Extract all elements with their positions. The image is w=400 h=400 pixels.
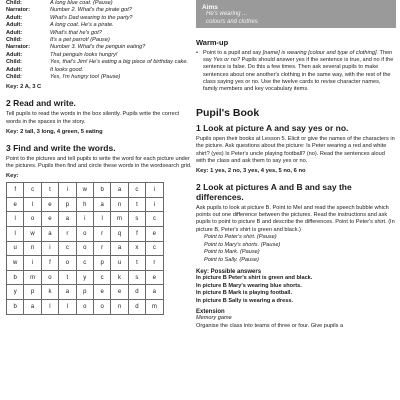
wordsearch-cell[interactable]: p [76,285,93,300]
wordsearch-cell[interactable]: r [59,227,76,242]
wordsearch-cell[interactable]: o [59,256,76,271]
key-listening: Key: 2 A, 3 C [6,84,42,91]
dialogue-line: It looks good. [50,66,84,73]
pb-point-item: Point to Mark. (Pause) [204,249,260,256]
wordsearch-cell[interactable]: i [146,183,163,198]
wordsearch-cell[interactable]: e [93,285,110,300]
dialogue-line: A long blue coat. (Pause) [50,0,113,6]
dialogue-speaker: Adult: [6,29,23,36]
wordsearch-cell[interactable]: c [128,183,145,198]
dialogue-speaker: Narrator: [6,44,30,51]
wordsearch-cell[interactable]: f [7,183,24,198]
wordsearch-cell[interactable]: a [111,183,128,198]
dialogue-line: Yes, I'm hungry too! (Pause) [50,74,121,81]
wordsearch-cell[interactable]: a [24,300,41,315]
wordsearch-cell[interactable]: t [59,270,76,285]
wordsearch-cell[interactable]: l [41,300,58,315]
dialogue-line: Number 3. What's the penguin eating? [50,44,146,51]
wordsearch-cell[interactable]: r [93,241,110,256]
wordsearch-cell[interactable]: p [93,256,110,271]
key-wordsearch: Key: [6,173,19,180]
dialogue-line: Yes, that's Jim! He's eating a big piece of birthday cake. [50,59,189,66]
section-find-write-title: 3 Find and write the words. [6,142,116,153]
aims-box [196,0,396,28]
warmup-text: Then say [203,50,393,64]
wordsearch-cell[interactable]: e [41,212,58,227]
pb-point-item: Point to Sally. (Pause) [204,257,259,264]
pb-answer-item: In picture B Mary's wearing blue shorts. [196,282,302,289]
pb-section1-body: Pupils open their books at Lesson 5. Elicit or give the names of the characters in the picture. Ask questions about the picture: Is Peter wearing a red and white shirt? (yes) Is Peter's uncle playing football? (no). Read the sentences aloud with the class and ask them to say yes or no. [196,136,395,164]
warmup-text: Point to a pupil and say [203,50,262,56]
wordsearch-cell[interactable]: l [7,227,24,242]
wordsearch-cell[interactable]: o [76,227,93,242]
section-read-write-title: 2 Read and write. [6,98,76,109]
wordsearch-cell[interactable]: b [93,183,110,198]
wordsearch-cell[interactable]: e [41,197,58,212]
wordsearch-cell[interactable]: m [111,212,128,227]
wordsearch-cell[interactable]: d [128,285,145,300]
wordsearch-cell[interactable]: a [41,227,58,242]
wordsearch-row [7,256,164,271]
wordsearch-row [7,270,164,285]
wordsearch-cell[interactable]: i [76,212,93,227]
pb-answer-item: In picture B Peter's shirt is green and black. [196,275,313,282]
section-read-write-body: Tell pupils to read the words in the box silently. Pupils write the correct words in the spaces in the story. [6,111,180,125]
wordsearch-cell[interactable]: n [24,241,41,256]
wordsearch-cell[interactable]: w [76,183,93,198]
wordsearch-cell[interactable]: q [111,227,128,242]
dialogue-speaker: Narrator: [6,7,30,14]
wordsearch-cell[interactable]: t [128,256,145,271]
wordsearch-cell[interactable]: b [7,300,24,315]
wordsearch-cell[interactable]: r [93,227,110,242]
wordsearch-cell[interactable]: m [146,300,163,315]
pb-point-item: Point to Peter's shirt. (Pause) [204,233,277,240]
wordsearch-cell[interactable]: t [128,197,145,212]
wordsearch-cell[interactable]: y [76,270,93,285]
aims-item: colours and clothes [206,18,258,25]
left-column [6,0,192,315]
warmup-bullet [196,50,396,93]
wordsearch-cell[interactable]: a [59,285,76,300]
wordsearch-cell[interactable]: s [128,270,145,285]
dialogue-line: Number 2. What's the pirate got? [50,7,132,14]
wordsearch-cell[interactable]: l [93,212,110,227]
warmup-text: [name] is wearing [colour and type of clothing]. [262,50,379,56]
dialogue-speaker: Child: [6,37,22,44]
dialogue-line: What's that he's got? [50,29,102,36]
wordsearch-cell[interactable]: i [59,183,76,198]
pb-answer-item: In picture B Mark is playing football. [196,290,293,297]
wordsearch-cell[interactable]: f [128,227,145,242]
wordsearch-cell[interactable]: w [7,256,24,271]
wordsearch-cell[interactable]: r [146,256,163,271]
wordsearch-row [7,241,164,256]
dialogue-speaker: Adult: [6,66,23,73]
wordsearch-cell[interactable]: u [7,241,24,256]
pb-answer-item: In picture B Sally is wearing a dress. [196,297,293,304]
wordsearch-cell[interactable]: c [24,183,41,198]
wordsearch-cell[interactable]: d [128,300,145,315]
wordsearch-cell[interactable]: f [41,256,58,271]
wordsearch-cell[interactable]: i [41,241,58,256]
warmup-title: Warm-up [196,38,229,47]
wordsearch-cell[interactable]: e [146,270,163,285]
wordsearch-cell[interactable]: t [41,183,58,198]
wordsearch-cell[interactable]: e [7,197,24,212]
pb-section1-key: Key: 1 yes, 2 no, 3 yes, 4 yes, 5 no, 6 no [196,168,306,175]
wordsearch-cell[interactable]: n [111,197,128,212]
dialogue-line: A long coat. He's a pirate. [50,22,114,29]
pb-answers-list [196,275,396,305]
wordsearch-cell[interactable]: c [93,270,110,285]
aims-item: He's wearing ... [206,11,248,17]
wordsearch-grid [6,182,164,314]
wordsearch-cell[interactable]: u [111,256,128,271]
wordsearch-row [7,285,164,300]
wordsearch-cell[interactable]: o [41,270,58,285]
wordsearch-cell[interactable]: a [111,241,128,256]
wordsearch-cell[interactable]: i [146,197,163,212]
dialogue-speaker: Child: [6,0,22,6]
wordsearch-row [7,212,164,227]
wordsearch-cell[interactable]: e [146,227,163,242]
warmup-text: Yes or no? [213,57,241,64]
pb-point-list [196,234,396,265]
wordsearch-cell[interactable]: p [24,285,41,300]
warmup-text: Pupils should answer yes if the sentence is true, and no if the sentence is false. Do this a few times. Then ask several pupils to make sentences about one another's clothing in the same way, with the rest of the class saying yes or no. Use the twelve cards to revise character names, family members and key vocabulary items. [203,57,394,93]
dialogue-speaker: Adult: [6,22,23,29]
extension-title: Extension [196,309,225,316]
wordsearch-cell[interactable]: a [93,197,110,212]
wordsearch-cell[interactable]: b [7,270,24,285]
wordsearch-cell[interactable]: n [111,300,128,315]
dialogue-line: What's Dad wearing to the party? [50,14,133,21]
wordsearch-cell[interactable]: l [24,197,41,212]
wordsearch-cell[interactable]: l [7,212,24,227]
wordsearch-cell[interactable]: y [7,285,24,300]
wordsearch-cell[interactable]: h [76,197,93,212]
wordsearch-cell[interactable]: a [59,212,76,227]
section-find-write-body: Point to the pictures and tell pupils to write the word for each picture under the pictures. Pupils then find and circle these words in the wordsearch grid. [6,155,192,170]
extension-body: Organise the class into teams of three or four. Give pupils a [196,322,344,329]
wordsearch-row [7,197,164,212]
wordsearch-cell[interactable]: o [93,300,110,315]
pb-answers-title: Key: Possible answers [196,269,262,276]
dialogue-line: It's a pet parrot! (Pause) [50,37,110,44]
pb-point-item: Point to Mary's shorts. (Pause) [204,241,281,248]
dialogue-speaker: Adult: [6,51,23,58]
extension-subtitle: Memory game [196,315,232,322]
wordsearch-cell[interactable]: e [111,285,128,300]
right-column [196,0,396,330]
wordsearch-row [7,227,164,242]
wordsearch-row [7,183,164,198]
pb-section2-body: Ask pupils to look at picture B. Point to Mel and read the speech bubble which points out one difference between the pictures. Read the instructions and ask pupils to point to picture B and describe the differences. Point to Peter's shirt. (In picture B, Peter's shirt is green and black.) [196,205,395,233]
pb-section1-title: 1 Look at picture A and say yes or no. [196,123,349,134]
wordsearch-cell[interactable]: w [24,227,41,242]
wordsearch-cell[interactable]: c [76,256,93,271]
wordsearch-cell[interactable]: m [24,270,41,285]
wordsearch-cell[interactable]: c [59,241,76,256]
wordsearch-cell[interactable]: a [146,285,163,300]
wordsearch-cell[interactable]: x [128,241,145,256]
wordsearch-cell[interactable]: l [59,300,76,315]
wordsearch-cell[interactable]: o [76,241,93,256]
wordsearch-cell[interactable]: c [146,241,163,256]
aims-title: Aims [202,4,218,11]
dialogue-transcript [6,0,192,81]
dialogue-speaker: Child: [6,59,22,66]
dialogue-line: That penguin looks hungry! [50,51,118,58]
wordsearch-cell[interactable]: k [41,285,58,300]
wordsearch-row [7,300,164,315]
wordsearch-cell[interactable]: o [24,212,41,227]
wordsearch-cell[interactable]: k [111,270,128,285]
wordsearch-cell[interactable]: o [76,300,93,315]
wordsearch-cell[interactable]: p [59,197,76,212]
wordsearch-cell[interactable]: i [24,256,41,271]
key-read-write: Key: 2 tall, 3 long, 4 green, 5 eating [6,128,103,135]
dialogue-speaker: Adult: [6,14,23,21]
pb-section2-title: 2 Look at pictures A and B and say the differences. [196,182,352,203]
dialogue-speaker: Child: [6,74,22,81]
wordsearch-cell[interactable]: s [128,212,145,227]
pupils-book-title: Pupil's Book [196,107,260,120]
wordsearch-cell[interactable]: c [146,212,163,227]
